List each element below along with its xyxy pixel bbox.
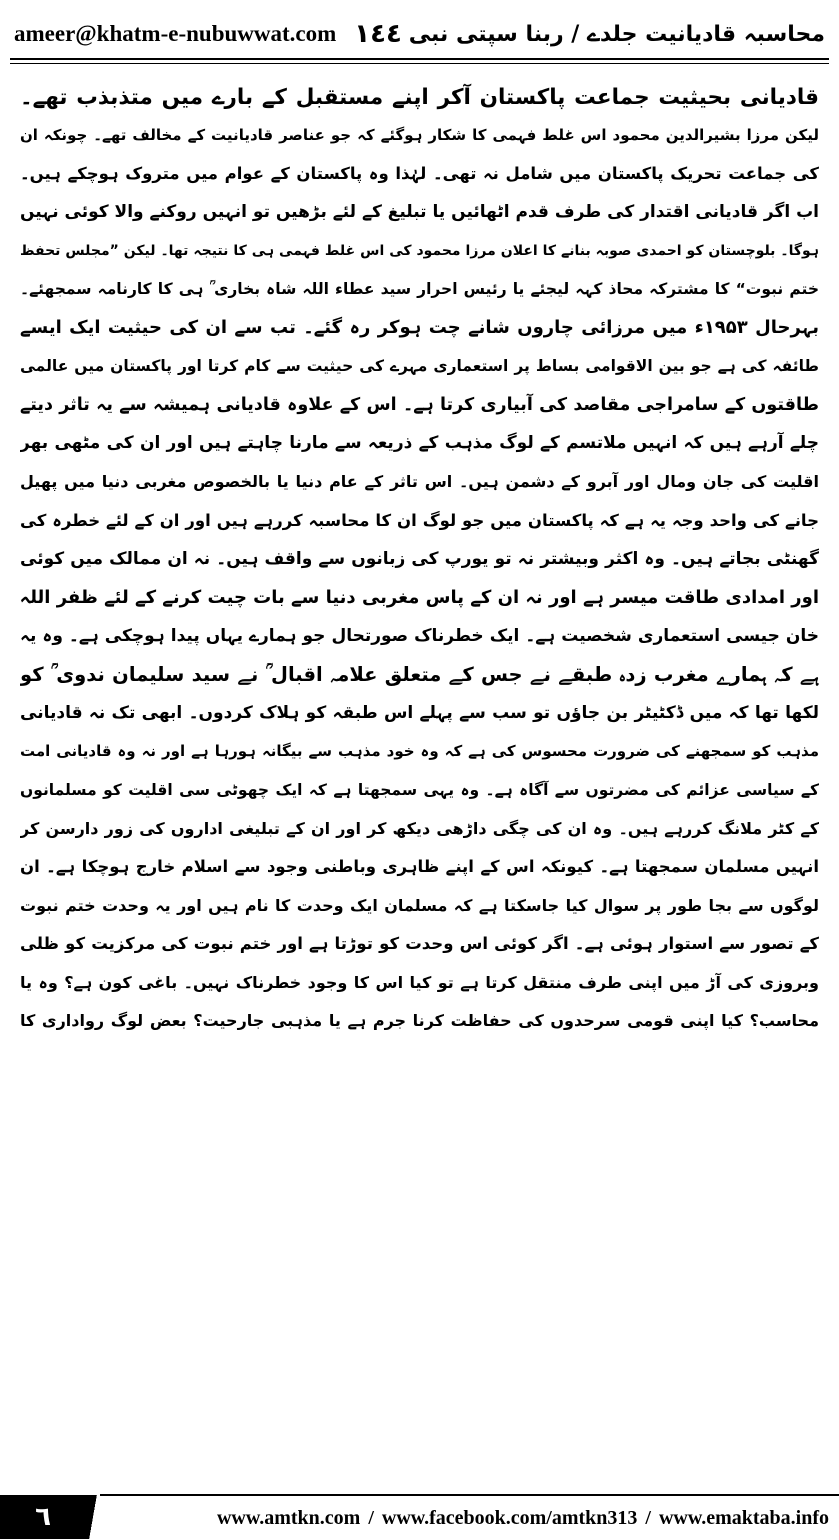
body-line-text: چلے آرہے ہیں کہ انہیں ملاتسم کے لوگ مذہب کے ذریعہ سے مارنا چاہتے ہیں اور ان کی مٹھی بھر xyxy=(20,433,819,454)
header-email: ameer@khatm-e-nubuwwat.com xyxy=(14,21,337,46)
body-line xyxy=(20,502,819,541)
body-line-text: لیکن مرزا بشیرالدین محمود اس غلط فہمی کا شکار ہوگئے کہ جو عناصر قادیانیت کے مخالف تھے۔ چونکہ ان xyxy=(20,126,819,145)
footer-separator: / xyxy=(645,1506,651,1529)
body-line xyxy=(20,348,819,387)
header-page-number: ١٤٤ xyxy=(354,19,402,49)
body-line-text: جانے کی واحد وجہ یہ ہے کہ پاکستان میں جو لوگ ان کا محاسبہ کررہے ہیں اور ان کے لئے خطرہ کی xyxy=(20,510,819,530)
body-line xyxy=(20,694,819,733)
body-line-text: بہرحال ۱۹۵۳ء میں مرزائی چاروں شانے چت ہوکر رہ گئے۔ تب سے ان کی حیثیت ایک ایسے xyxy=(20,317,819,339)
body-line-text: گھنٹی بجاتے ہیں۔ وہ اکثر وبیشتر نہ تو یورپ کی زبانوں سے واقف ہیں۔ نہ ان ممالک میں کوئی xyxy=(20,548,819,569)
body-line-text: کی جماعت تحریک پاکستان میں شامل نہ تھی۔ لہٰذا وہ پاکستان کے عوام میں متروک ہوچکے ہیں۔ xyxy=(20,164,819,183)
body-line xyxy=(20,656,819,695)
body-line-text: لکھا تھا کہ میں ڈکٹیٹر بن جاؤں تو سب سے پہلے اس طبقہ کو ہلاک کردوں۔ ابھی تک نہ قادیانی xyxy=(20,702,819,723)
body-line-text: انہیں مسلمان سمجھتا ہے۔ کیونکہ اس کے اپنے ظاہری وباطنی وجود سے اسلام خارج ہوچکا ہے۔ ان xyxy=(20,857,819,876)
body-line xyxy=(20,617,819,656)
body-line xyxy=(20,117,819,156)
footer-link-amtkn[interactable]: www.amtkn.com xyxy=(216,1506,361,1529)
body-line xyxy=(20,1002,819,1041)
body-line xyxy=(20,232,819,271)
header-book-title: محاسبہ قادیانیت جلدے / ربنا سپتی نبی xyxy=(408,21,825,47)
body-line xyxy=(20,194,819,233)
body-line-text: اب اگر قادیانی اقتدار کی طرف قدم اٹھائیں یا تبلیغ کے لئے بڑھیں تو انہیں روکنے والا کوئی نہیں xyxy=(20,202,819,223)
footer-badge: ٦ xyxy=(0,1495,86,1539)
body-line-text: طائفہ کی ہے جو بین الاقوامی بساط پر استعماری مہرے کی حیثیت سے کام کرتا اور پاکستان میں عالمی xyxy=(20,357,819,375)
body-line xyxy=(20,848,819,887)
footer-links xyxy=(100,1494,839,1540)
body-line xyxy=(20,810,819,849)
body-line-text: اور امدادی طاقت میسر ہے اور نہ ان کے پاس مغربی دنیا سے بات چیت کرنے کے لئے ظفر اللہ xyxy=(20,586,819,608)
body-line xyxy=(20,771,819,810)
header-rule-top xyxy=(10,58,829,60)
body-line xyxy=(20,386,819,425)
body-line xyxy=(20,925,819,964)
body-line xyxy=(20,78,819,117)
body-line-text: ہوگا۔ بلوچستان کو احمدی صوبہ بنانے کا اعلان مرزا محمود کی اس غلط فہمی ہی کا نتیجہ تھا۔ لیکن ”مجلس تحفظ xyxy=(20,243,819,260)
body-line xyxy=(20,309,819,348)
body-line-text: کے کٹر ملانگ کررہے ہیں۔ وہ ان کی چگی داڑھی دیکھ کر اور ان کے تبلیغی اداروں کی زور دارسن کر xyxy=(20,818,819,838)
body-line xyxy=(20,463,819,502)
body-line-text: اقلیت کی جان ومال اور آبرو کے دشمن ہیں۔ اس تاثر کے عام دنیا یا بالخصوص مغربی دنیا میں پھیل xyxy=(20,472,819,492)
body-line-text: محاسب؟ کیا اپنی قومی سرحدوں کی حفاظت کرنا جرم ہے یا مذہبی جارحیت؟ بعض لوگ رواداری کا xyxy=(20,1011,819,1031)
body-line xyxy=(20,887,819,926)
body-line-text: قادیانی بحیثیت جماعت پاکستان آکر اپنے مستقبل کے بارے میں متذبذب تھے۔ xyxy=(20,84,819,110)
body-line xyxy=(20,964,819,1003)
page-header xyxy=(14,12,825,56)
body-line xyxy=(20,425,819,464)
body-line-text: ختم نبوت“ کا مشترکہ محاذ کہہ لیجئے یا رئیس احرار سید عطاء اللہ شاہ بخاری ؒ ہی کا کارنامہ سمجھئے۔ xyxy=(20,280,819,298)
body-line-text: مذہب کو سمجھنے کی ضرورت محسوس کی ہے کہ وہ خود مذہب سے بیگانہ ہورہا ہے اور نہ وہ قادیانی امت xyxy=(20,742,819,761)
body-line xyxy=(20,733,819,772)
body-line-text: خان جیسی استعماری شخصیت ہے۔ ایک خطرناک صورتحال جو ہمارے یہاں پیدا ہوچکی ہے۔ وہ یہ xyxy=(20,625,819,646)
body-line-text: کے سیاسی عزائم کی مضرتوں سے آگاہ ہے۔ وہ یہی سمجھتا ہے کہ ایک چھوٹی سی اقلیت کو مسلمانوں xyxy=(20,780,819,799)
body-line xyxy=(20,155,819,194)
body-line xyxy=(20,540,819,579)
page-footer xyxy=(0,1495,839,1539)
footer-link-facebook[interactable]: www.facebook.com/amtkn313 xyxy=(381,1506,638,1529)
body-line xyxy=(20,579,819,618)
page-body-text xyxy=(20,78,819,1483)
footer-link-emaktaba[interactable]: www.emaktaba.info xyxy=(658,1506,829,1529)
header-rule-bottom xyxy=(10,63,829,64)
body-line-text: کے تصور سے استوار ہوئی ہے۔ اگر کوئی اس وحدت کو توڑتا ہے اور ختم نبوت کی مرکزیت کو ظلی xyxy=(20,934,819,953)
body-line-text: ہے کہ ہمارے مغرب زدہ طبقے نے جس کے متعلق علامہ اقبال ؒ نے سید سلیمان ندوی ؒ کو xyxy=(20,663,819,686)
body-line-text: طاقتوں کے سامراجی مقاصد کی آبیاری کرتا ہے۔ اس کے علاوہ قادیانی ہمیشہ سے یہ تاثر دیتے xyxy=(20,394,819,415)
footer-separator: / xyxy=(368,1506,374,1529)
body-line-text: لوگوں سے بجا طور پر سوال کیا جاسکتا ہے کہ مسلمان ایک وحدت کا نام ہیں اور یہ وحدت ختم نبوت xyxy=(20,895,819,915)
body-line-text: وبروزی کی آڑ میں اپنی طرف منتقل کرتا ہے تو کیا اس کا وجود خطرناک نہیں۔ باغی کون ہے؟ وہ یا xyxy=(20,972,819,992)
body-line xyxy=(20,271,819,310)
